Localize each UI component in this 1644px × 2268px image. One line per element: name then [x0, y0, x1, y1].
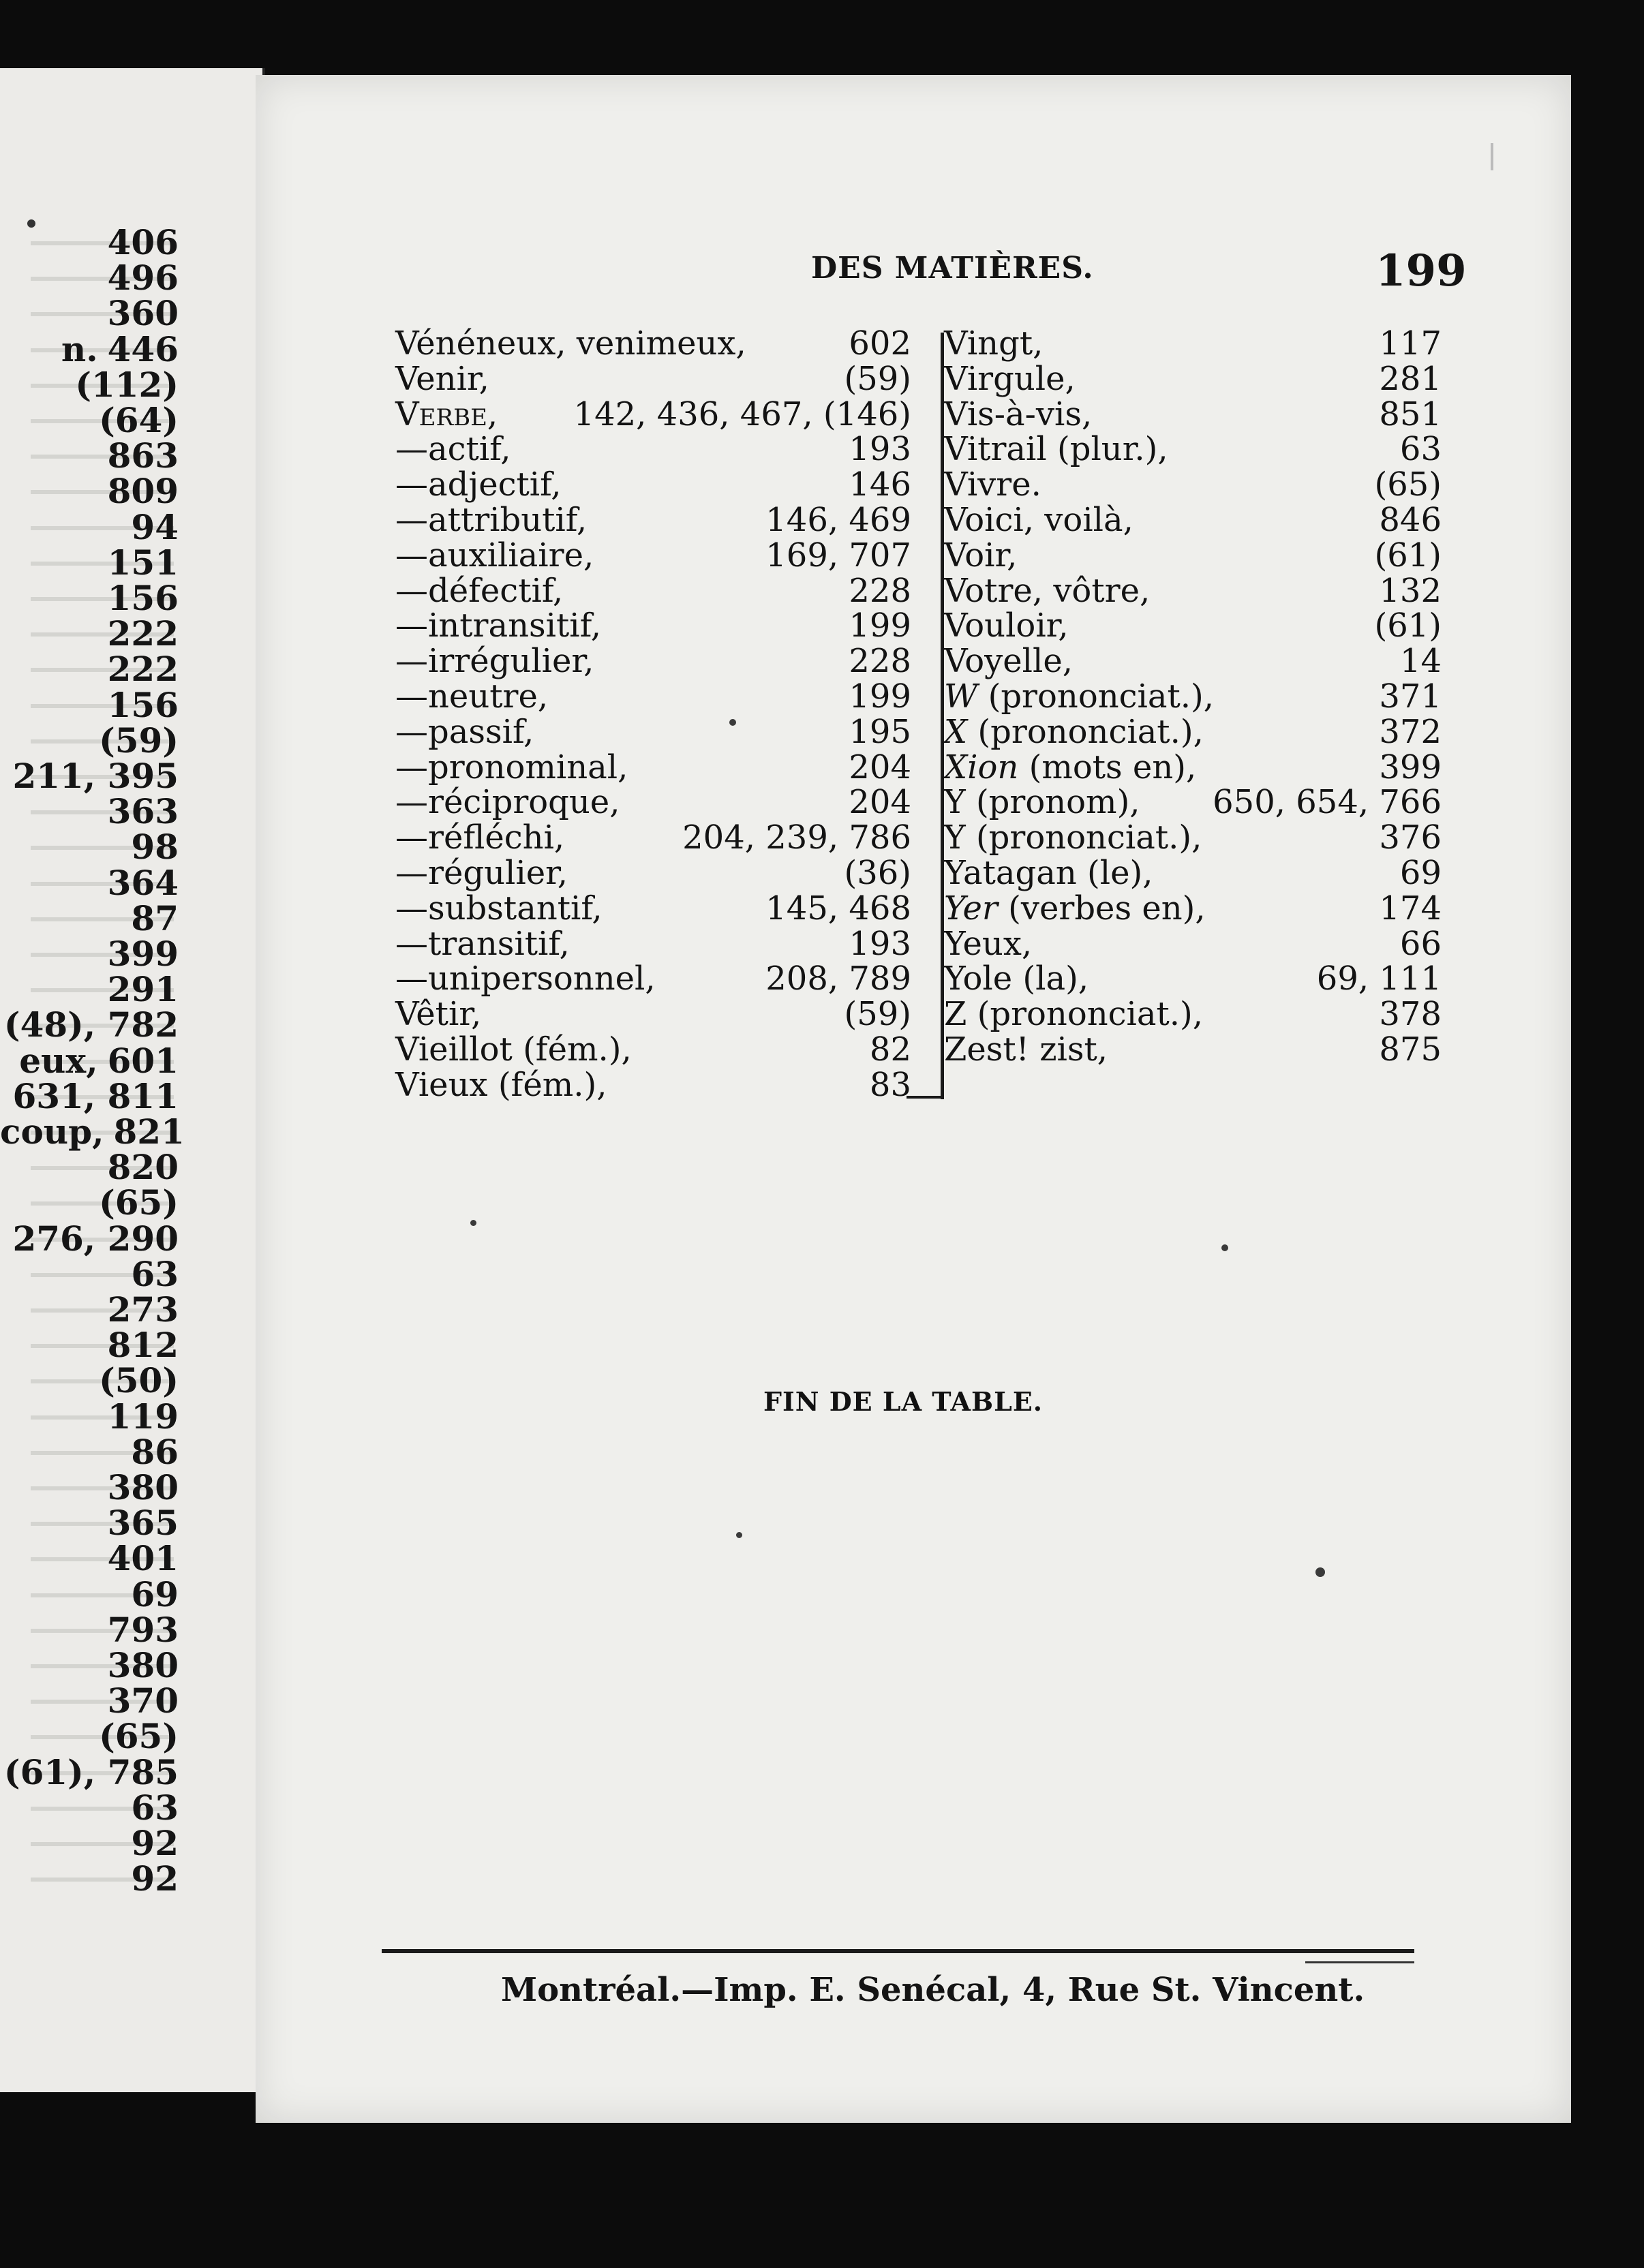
facing-page-entry	[0, 684, 179, 725]
index-term: —réfléchi,	[395, 818, 565, 857]
facing-page-entry	[0, 1858, 179, 1899]
facing-page-entry	[0, 1360, 179, 1401]
index-page-refs: 63	[1399, 430, 1442, 469]
index-entry	[944, 573, 1442, 609]
index-page-refs: 228	[849, 642, 911, 681]
index-entry	[944, 431, 1442, 467]
entry-page-ref: 370	[107, 1681, 179, 1721]
ink-speck	[729, 719, 736, 726]
index-entry	[944, 961, 1442, 996]
index-term-rest: (verbes en),	[997, 889, 1206, 928]
index-page-refs: (59)	[844, 359, 911, 398]
index-page-refs: 169, 707	[765, 536, 911, 574]
index-page-refs: 117	[1379, 324, 1442, 363]
index-entry	[395, 855, 911, 891]
index-term: —intransitif,	[395, 607, 601, 645]
index-entry	[395, 1032, 911, 1067]
facing-page-entry	[0, 1467, 179, 1507]
index-page-refs: 199	[849, 607, 911, 645]
ink-speck	[736, 1532, 742, 1538]
index-page-refs: 142, 436, 467, (146)	[573, 395, 911, 433]
facing-page-entry	[0, 1716, 179, 1757]
entry-fragment: coup,	[0, 1112, 104, 1152]
index-entry	[944, 467, 1442, 502]
index-term-italic: Yer	[944, 889, 998, 928]
entry-page-ref: 151	[107, 542, 179, 583]
index-entry	[395, 1067, 911, 1103]
entry-page-ref: 364	[107, 862, 179, 903]
facing-page-entry	[0, 1431, 179, 1472]
index-term: Vingt,	[944, 324, 1044, 363]
index-term: Y (prononciat.),	[944, 818, 1202, 857]
entry-page-ref: 222	[107, 649, 179, 690]
index-term: Vieillot (fém.),	[395, 1030, 632, 1069]
facing-page-entry	[0, 471, 179, 512]
footer-rule-thin	[1305, 1961, 1414, 1963]
index-term: Vêtir,	[395, 995, 482, 1034]
index-entry	[395, 326, 911, 361]
footer-rule	[382, 1949, 1414, 1953]
index-page-refs: 228	[849, 571, 911, 610]
ink-speck	[1221, 1244, 1228, 1251]
entry-fragment: eux,	[19, 1040, 98, 1081]
index-entry	[395, 397, 911, 432]
entry-page-ref: (64)	[99, 400, 179, 440]
index-page-refs: 69	[1399, 854, 1442, 892]
entry-page-ref: 119	[107, 1396, 179, 1437]
facing-page-entry	[0, 1823, 179, 1863]
facing-page-entry	[0, 720, 179, 761]
index-page-refs: 371	[1379, 677, 1442, 716]
entry-page-ref: 86	[131, 1431, 179, 1472]
facing-page-entry	[0, 1325, 179, 1366]
index-page-refs: 204	[849, 748, 911, 786]
facing-page-entry	[0, 578, 179, 618]
index-page-refs: 204	[849, 783, 911, 822]
facing-page-entry	[0, 1751, 179, 1792]
index-term: —neutre,	[395, 677, 549, 716]
entry-page-ref: 94	[131, 506, 179, 547]
column-divider-foot	[907, 1096, 944, 1099]
index-page-refs: 174	[1379, 889, 1442, 928]
facing-page-entry	[0, 260, 179, 296]
facing-page-entry	[0, 1218, 179, 1259]
index-entry	[395, 926, 911, 962]
index-term: Venir,	[395, 359, 489, 398]
entry-page-ref: 92	[131, 1823, 179, 1863]
index-entry	[395, 608, 911, 643]
index-page-refs: 281	[1379, 359, 1442, 398]
index-page-refs: 146, 469	[765, 501, 911, 539]
index-page-refs: 66	[1399, 924, 1442, 963]
index-entry	[944, 502, 1442, 538]
index-entry	[944, 855, 1442, 891]
index-entry	[395, 679, 911, 714]
facing-page-entry	[0, 936, 179, 972]
index-term: —défectif,	[395, 571, 564, 610]
index-entry	[944, 714, 1442, 750]
ink-speck	[1315, 1567, 1325, 1577]
entry-page-ref: 812	[107, 1325, 179, 1366]
end-of-table-note: FIN DE LA TABLE.	[763, 1386, 1044, 1417]
index-term: Voyelle,	[944, 642, 1074, 681]
index-page-refs: (36)	[844, 854, 911, 892]
entry-page-ref: 820	[107, 1147, 179, 1188]
index-page-refs: 602	[849, 324, 911, 363]
entry-page-ref: 360	[107, 293, 179, 334]
index-entry	[395, 891, 911, 926]
facing-page	[0, 68, 265, 2092]
facing-page-entry	[0, 506, 179, 547]
index-entry	[944, 820, 1442, 855]
index-page-refs: 193	[849, 924, 911, 963]
index-term: —unipersonnel,	[395, 960, 656, 998]
entry-page-ref: 821	[113, 1112, 185, 1152]
index-entry	[395, 714, 911, 750]
facing-page-entry	[0, 222, 179, 262]
facing-page-entry	[0, 1040, 179, 1081]
index-term: —transitif,	[395, 924, 570, 963]
index-page-refs: 193	[849, 430, 911, 469]
index-entry	[395, 820, 911, 855]
entry-page-ref: 406	[107, 222, 179, 262]
facing-page-entry	[0, 1289, 179, 1330]
entry-page-ref: (65)	[99, 1182, 179, 1223]
index-term: Yole (la),	[944, 960, 1089, 998]
index-entry	[944, 679, 1442, 714]
index-term: —irrégulier,	[395, 642, 594, 681]
entry-page-ref: 69	[131, 1574, 179, 1614]
facing-page-entry	[0, 862, 179, 903]
entry-page-ref: 87	[131, 898, 179, 938]
entry-page-ref: 863	[107, 435, 179, 476]
index-entry	[944, 326, 1442, 361]
index-term-rest: (prononciat.),	[967, 712, 1204, 751]
facing-page-entry	[0, 328, 179, 369]
facing-page-entry	[0, 435, 179, 476]
index-term-italic: Xion	[944, 748, 1019, 786]
index-term: —attributif,	[395, 501, 588, 539]
index-entry	[395, 961, 911, 996]
index-term: Z (prononciat.),	[944, 995, 1204, 1034]
index-entry	[944, 750, 1442, 785]
index-term: Yatagan (le),	[944, 854, 1153, 892]
index-term-italic: W	[944, 677, 978, 716]
index-term: Verbe,	[395, 395, 498, 433]
index-term: —adjectif,	[395, 465, 562, 504]
running-header: DES MATIÈRES.	[811, 251, 1094, 286]
index-term: Yeux,	[944, 924, 1033, 963]
index-entry	[944, 926, 1442, 962]
index-term	[944, 750, 1196, 785]
index-entry	[944, 361, 1442, 397]
entry-page-ref: (61), 785	[3, 1751, 179, 1792]
entry-page-ref: 63	[131, 1253, 179, 1294]
index-term: —réciproque,	[395, 783, 620, 822]
index-page-refs: 376	[1379, 818, 1442, 857]
index-entry	[395, 784, 911, 820]
index-term-italic: X	[944, 712, 968, 751]
index-entry	[395, 502, 911, 538]
index-entry	[395, 467, 911, 502]
index-term: —régulier,	[395, 854, 568, 892]
index-term: —pronominal,	[395, 748, 628, 786]
index-entry	[395, 431, 911, 467]
entry-page-ref: (65)	[99, 1716, 179, 1757]
index-page-refs: 146	[849, 465, 911, 504]
index-page-refs: 846	[1379, 501, 1442, 539]
index-term: —auxiliaire,	[395, 536, 594, 574]
entry-page-ref: 601	[107, 1040, 179, 1081]
page-crease	[1491, 143, 1493, 170]
entry-page-ref: 156	[107, 578, 179, 618]
index-page-refs: 195	[849, 712, 911, 751]
facing-page-entry	[0, 542, 179, 583]
index-term: Y (pronom),	[944, 783, 1140, 822]
entry-page-ref: 222	[107, 613, 179, 654]
index-page-refs: (61)	[1374, 536, 1442, 574]
entry-page-ref: 92	[131, 1858, 179, 1899]
index-entry	[395, 538, 911, 573]
entry-page-ref: 496	[107, 258, 179, 298]
entry-page-ref: 809	[107, 471, 179, 512]
index-term: Votre, vôtre,	[944, 571, 1151, 610]
index-entry	[395, 643, 911, 679]
index-page-refs: 399	[1379, 748, 1442, 786]
entry-page-ref: 380	[107, 1645, 179, 1685]
index-page-refs: 83	[869, 1065, 911, 1104]
index-page-refs: 650, 654, 766	[1213, 783, 1442, 822]
index-term: Vis-à-vis,	[944, 395, 1093, 433]
index-term: —substantif,	[395, 889, 603, 928]
index-term	[944, 891, 1206, 926]
facing-page-entry	[0, 758, 179, 794]
facing-page-entry	[0, 791, 179, 832]
index-page-refs: 199	[849, 677, 911, 716]
index-page-refs: 372	[1379, 712, 1442, 751]
facing-page-entry	[0, 1007, 179, 1043]
entry-page-ref: 380	[107, 1467, 179, 1507]
entry-page-ref: 401	[107, 1538, 179, 1579]
entry-fragment: n.	[61, 328, 98, 369]
facing-page-entry	[0, 613, 179, 654]
facing-page-entry	[0, 400, 179, 440]
index-term	[944, 679, 1214, 714]
facing-page-entry	[0, 1609, 179, 1650]
index-term: Vouloir,	[944, 607, 1069, 645]
entry-page-ref: 291	[107, 969, 179, 1010]
entry-page-ref: 273	[107, 1289, 179, 1330]
index-page-refs: 204, 239, 786	[682, 818, 911, 857]
index-term-rest: (prononciat.),	[977, 677, 1215, 716]
facing-page-entry	[0, 898, 179, 938]
page-number: 199	[1375, 245, 1467, 296]
entry-page-ref: 365	[107, 1503, 179, 1544]
index-entry	[944, 1032, 1442, 1067]
facing-page-entry	[0, 1503, 179, 1544]
entry-page-ref: 276, 290	[12, 1218, 179, 1259]
entry-page-ref: (48), 782	[3, 1005, 179, 1045]
index-term: Voir,	[944, 536, 1018, 574]
index-page-refs: 208, 789	[765, 960, 911, 998]
index-entry	[944, 538, 1442, 573]
facing-page-entry	[0, 1253, 179, 1294]
index-term: —passif,	[395, 712, 534, 751]
facing-page-entry	[0, 1396, 179, 1437]
entry-page-ref: 211, 395	[12, 756, 179, 796]
facing-page-entry	[0, 1147, 179, 1188]
index-term: Vitrail (plur.),	[944, 430, 1168, 469]
index-term: —actif,	[395, 430, 511, 469]
index-page-refs: 14	[1399, 642, 1442, 681]
facing-page-entry	[0, 1645, 179, 1685]
index-term: Vieux (fém.),	[395, 1065, 607, 1104]
index-page-refs: 851	[1379, 395, 1442, 433]
entry-page-ref: 98	[131, 827, 179, 868]
index-term: Voici, voilà,	[944, 501, 1133, 539]
index-page-refs: 145, 468	[765, 889, 911, 928]
index-entry	[395, 750, 911, 785]
facing-page-entry	[0, 1683, 179, 1719]
facing-page-entry	[0, 1182, 179, 1223]
facing-page-entry	[0, 969, 179, 1010]
entry-page-ref: 156	[107, 684, 179, 725]
index-term	[944, 714, 1204, 750]
index-entry	[944, 608, 1442, 643]
index-term: Virgule,	[944, 359, 1076, 398]
facing-page-entry	[0, 1112, 185, 1152]
index-page-refs: 82	[869, 1030, 911, 1069]
entry-page-ref: 631, 811	[12, 1075, 179, 1116]
index-entry	[395, 996, 911, 1032]
index-entry	[944, 891, 1442, 926]
index-page-refs: 378	[1379, 995, 1442, 1034]
index-entry	[944, 643, 1442, 679]
entry-page-ref: 63	[131, 1787, 179, 1828]
entry-page-ref: 399	[107, 934, 179, 974]
printer-imprint: Montréal.—Imp. E. Senécal, 4, Rue St. Vincent.	[501, 1971, 1365, 2009]
entry-page-ref: 793	[107, 1609, 179, 1650]
index-entry	[395, 573, 911, 609]
facing-page-entry	[0, 1538, 179, 1579]
entry-page-ref: 363	[107, 791, 179, 832]
facing-page-entry	[0, 1787, 179, 1828]
entry-page-ref: (59)	[99, 720, 179, 761]
index-term: Zest! zist,	[944, 1030, 1108, 1069]
index-entry	[395, 361, 911, 397]
facing-page-entry	[0, 649, 179, 690]
facing-page-entry	[0, 1574, 179, 1614]
index-page-refs: (65)	[1374, 465, 1442, 504]
index-entry	[944, 784, 1442, 820]
entry-page-ref: 446	[107, 328, 179, 369]
index-term-rest: (mots en),	[1018, 748, 1197, 786]
ink-speck	[470, 1220, 476, 1226]
index-page-refs: (59)	[844, 995, 911, 1034]
facing-page-entry	[0, 293, 179, 334]
entry-page-ref: (50)	[99, 1360, 179, 1401]
index-term: Vénéneux, venimeux,	[395, 324, 746, 363]
index-entry	[944, 397, 1442, 432]
index-entry	[944, 996, 1442, 1032]
entry-page-ref: (112)	[75, 364, 179, 405]
index-page-refs: (61)	[1374, 607, 1442, 645]
index-page-refs: 875	[1379, 1030, 1442, 1069]
index-term: Vivre.	[944, 465, 1041, 504]
facing-page-entry	[0, 1075, 179, 1116]
index-page-refs: 69, 111	[1316, 960, 1442, 998]
index-page-refs: 132	[1379, 571, 1442, 610]
facing-page-entry	[0, 364, 179, 405]
facing-page-entry	[0, 827, 179, 868]
